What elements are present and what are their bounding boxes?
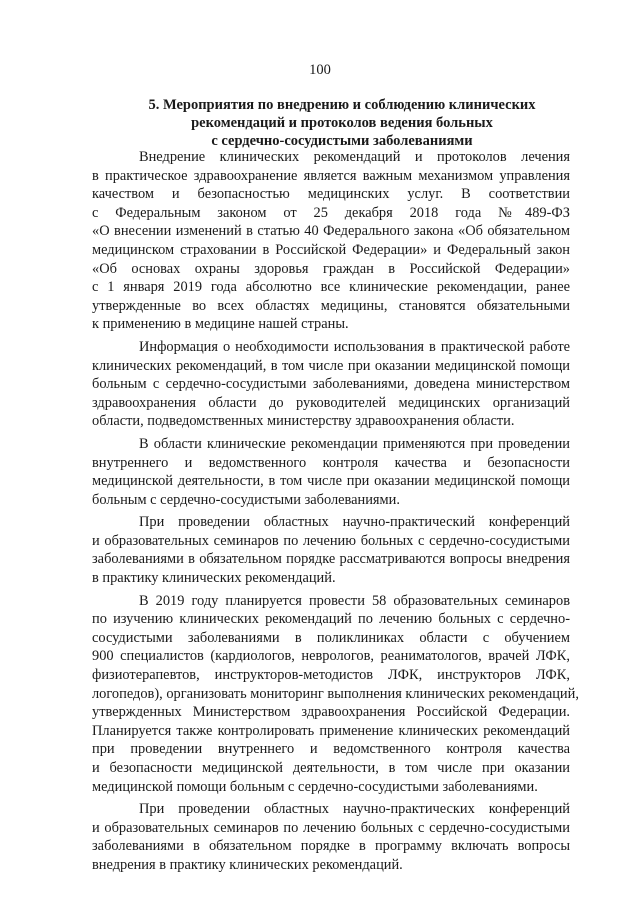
- paragraph-line: При проведении областных научно-практических конференций: [139, 801, 570, 818]
- paragraph-line: к применению в медицине нашей страны.: [92, 316, 349, 333]
- paragraph-line: сосудистыми заболеваниями в поликлиниках области с обучением: [92, 629, 570, 646]
- paragraph-line: по изучению клинических рекомендаций по лечению больных с сердечно-: [92, 611, 570, 628]
- paragraph-line: В области клинические рекомендации применяются при проведении: [139, 435, 570, 452]
- paragraph-line: внедрения в практику клинических рекомендаций.: [92, 856, 403, 873]
- paragraph-line: заболеваниями в обязательном порядке рассматриваются вопросы внедрения: [92, 551, 570, 568]
- paragraph-line: и безопасности медицинской деятельности, в том числе при оказании: [92, 760, 570, 776]
- paragraph-line: медицинской деятельности, в том числе при оказании медицинской помощи: [92, 473, 570, 490]
- paragraph-line: логопедов), организовать мониторинг выполнения клинических рекомендаций,: [92, 685, 579, 702]
- paragraph: [92, 592, 579, 797]
- paragraph-line: Внедрение клинических рекомендаций и протоколов лечения: [139, 149, 570, 165]
- paragraph-line: заболеваниями в обязательном порядке в программу включать вопросы: [92, 838, 570, 855]
- paragraph-line: больным с сердечно-сосудистыми заболеваниями, доведена министерством: [92, 376, 570, 393]
- page-number: 100: [309, 62, 331, 78]
- paragraph-line: утвержденные во всех областях медицины, становятся обязательными: [92, 297, 570, 314]
- paragraph-line: здравоохранения области до руководителей медицинских организаций: [92, 394, 570, 411]
- paragraph-line: Планируется также контролировать применение клинических рекомендаций: [92, 722, 570, 739]
- paragraph-line: внутреннего и ведомственного контроля качества и безопасности: [92, 454, 570, 471]
- paragraph-line: и образовательных семинаров по лечению больных с сердечно-сосудистыми: [92, 532, 570, 549]
- heading-line: рекомендаций и протоколов ведения больных: [191, 115, 493, 131]
- paragraph-line: и образовательных семинаров по лечению больных с сердечно-сосудистыми: [92, 819, 570, 836]
- paragraph-line: медицинской помощи больным с сердечно-сосудистыми заболеваниями.: [92, 778, 538, 795]
- paragraph-line: клинических рекомендаций, в том числе при оказании медицинской помощи: [92, 357, 570, 374]
- paragraph: [92, 338, 570, 431]
- paragraph: [92, 148, 570, 334]
- paragraph-line: в практическое здравоохранение является важным механизмом управления: [92, 167, 570, 184]
- paragraph-line: больным с сердечно-сосудистыми заболеваниями.: [92, 491, 400, 508]
- paragraph-line: утвержденных Министерством здравоохранения Российской Федерации.: [92, 704, 570, 721]
- paragraph-line: В 2019 году планируется провести 58 образовательных семинаров: [139, 592, 570, 609]
- paragraph-line: физиотерапевтов, инструкторов-методистов ЛФК, инструкторов ЛФК,: [92, 667, 570, 684]
- paragraph-line: качеством и безопасностью медицинских услуг. В соответствии: [92, 186, 570, 203]
- paragraph-line: «Об основах охраны здоровья граждан в Российской Федерации»: [92, 260, 570, 277]
- paragraph-line: при проведении внутреннего и ведомственного контроля качества: [92, 741, 570, 758]
- paragraph-line: области, подведомственных министерству здравоохранения области.: [92, 413, 515, 430]
- paragraph-line: 900 специалистов (кардиологов, неврологов, реаниматологов, врачей ЛФК,: [92, 648, 570, 665]
- paragraph-line: в практику клинических рекомендаций.: [92, 570, 336, 587]
- paragraph: [92, 435, 570, 509]
- paragraph-line: с 1 января 2019 года абсолютно все клинические рекомендации, ранее: [92, 279, 570, 296]
- paragraph-line: «О внесении изменений в статью 40 Федерального закона «Об обязательном: [92, 223, 570, 240]
- heading-line: с сердечно-сосудистыми заболеваниями: [211, 133, 473, 149]
- paragraph: [92, 800, 570, 874]
- paragraph-line: При проведении областных научно-практический конференций: [139, 514, 570, 531]
- paragraph: [92, 513, 570, 587]
- paragraph-line: с Федеральным законом от 25 декабря 2018 года №489-ФЗ: [92, 204, 570, 221]
- paragraph-line: Информация о необходимости использования в практической работе: [139, 338, 570, 355]
- heading-line: 5. Мероприятия по внедрению и соблюдению клинических: [148, 97, 536, 113]
- paragraph-line: медицинском страховании в Российской Федерации» и Федеральный закон: [92, 241, 570, 258]
- section-heading: [92, 96, 592, 150]
- document-body: [92, 148, 579, 879]
